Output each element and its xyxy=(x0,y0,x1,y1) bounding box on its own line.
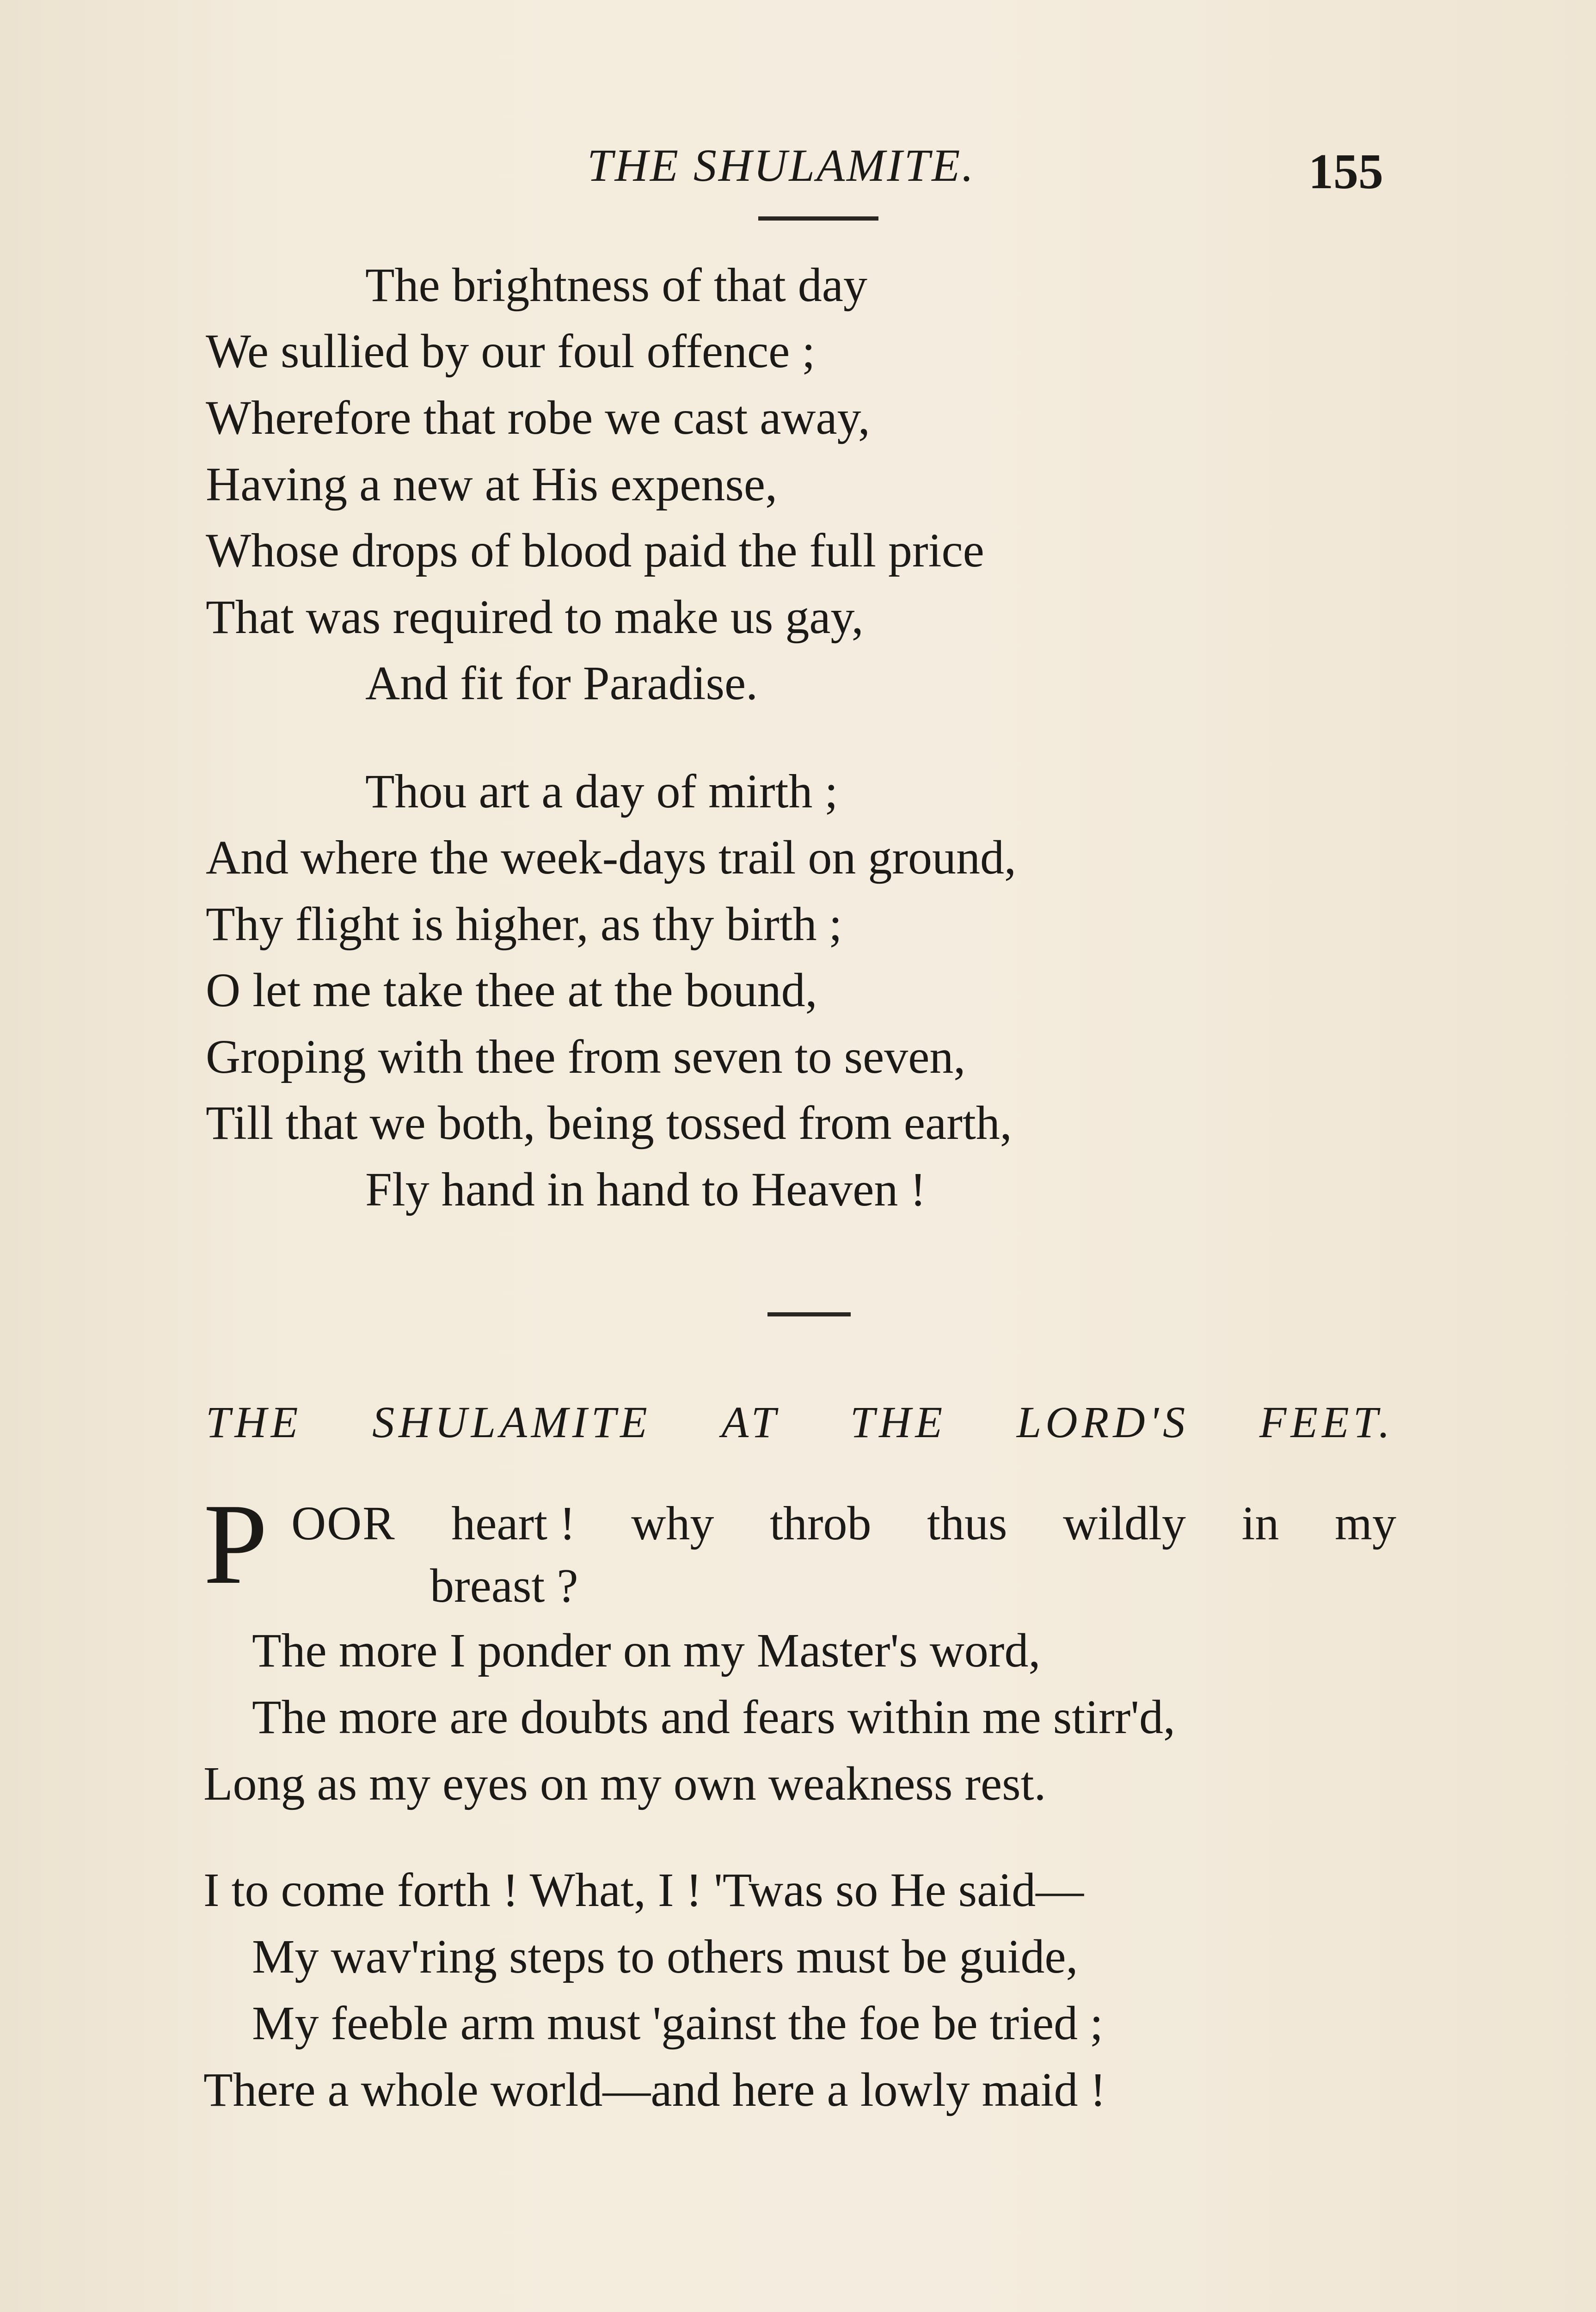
poem1-line-4: Having a new at His expense, xyxy=(206,458,778,511)
poem2-line-4: Long as my eyes on my own weakness rest. xyxy=(203,1757,1046,1810)
poem1-line-2: We sullied by our foul offence ; xyxy=(206,325,816,378)
poem2-line-6: My wav'ring steps to others must be guide, xyxy=(252,1930,1078,1983)
small-caps-word: OOR xyxy=(291,1497,396,1550)
poem2-title-word: FEET. xyxy=(1259,1397,1394,1447)
poem1-line-12: Groping with thee from seven to seven, xyxy=(206,1030,966,1083)
poem2-first-stanza-opening xyxy=(203,1480,1396,1625)
poem2-line-1-cont: breast ? xyxy=(430,1559,578,1612)
page-number: 155 xyxy=(1308,144,1383,199)
poem2-word: in xyxy=(1241,1497,1279,1550)
poem2-line-7: My feeble arm must 'gainst the foe be tried ; xyxy=(252,1997,1104,2050)
poem1-line-10: Thy flight is higher, as thy birth ; xyxy=(206,898,842,951)
header-rule xyxy=(758,216,878,221)
poem1-line-8: Thou art a day of mirth ; xyxy=(365,765,838,818)
poem2-title-word: THE xyxy=(206,1397,302,1447)
poem2-word: my xyxy=(1335,1497,1396,1550)
poem2-line-8: There a whole world—and here a lowly maid ! xyxy=(203,2063,1106,2116)
poem1-line-1: The brightness of that day xyxy=(365,258,867,312)
poem2-title-word: THE xyxy=(850,1397,947,1447)
poem2-title xyxy=(206,1396,1394,1448)
section-rule xyxy=(767,1312,851,1316)
poem1-line-7: And fit for Paradise. xyxy=(365,657,758,710)
poem1-line-5: Whose drops of blood paid the full price xyxy=(206,524,984,577)
poem2-line-1 xyxy=(291,1496,1396,1551)
poem1-line-9: And where the week-days trail on ground, xyxy=(206,831,1017,884)
poem1-line-13: Till that we both, being tossed from earth, xyxy=(206,1096,1012,1150)
poem1-line-11: O let me take thee at the bound, xyxy=(206,964,817,1017)
poem2-word: thus xyxy=(927,1497,1007,1550)
drop-cap: P xyxy=(203,1480,268,1608)
poem2-line-5: I to come forth ! What, I ! 'Twas so He said— xyxy=(203,1863,1084,1917)
running-head: THE SHULAMITE. xyxy=(587,140,976,191)
poem2-title-word: SHULAMITE xyxy=(372,1397,651,1447)
poem2-title-word: AT xyxy=(721,1397,780,1447)
poem2-word: heart ! xyxy=(451,1497,576,1550)
poem1-line-3: Wherefore that robe we cast away, xyxy=(206,391,870,444)
poem2-title-word: LORD'S xyxy=(1016,1397,1190,1447)
poem2-line-2: The more I ponder on my Master's word, xyxy=(252,1624,1041,1677)
poem2-word: why xyxy=(631,1497,714,1550)
poem1-line-6: That was required to make us gay, xyxy=(206,590,864,644)
poem2-line-3: The more are doubts and fears within me stirr'd, xyxy=(252,1691,1176,1744)
poem1-line-14: Fly hand in hand to Heaven ! xyxy=(365,1163,927,1216)
poem2-word: throb xyxy=(770,1497,872,1550)
page-header xyxy=(0,134,1596,203)
poem2-word: wildly xyxy=(1063,1497,1186,1550)
